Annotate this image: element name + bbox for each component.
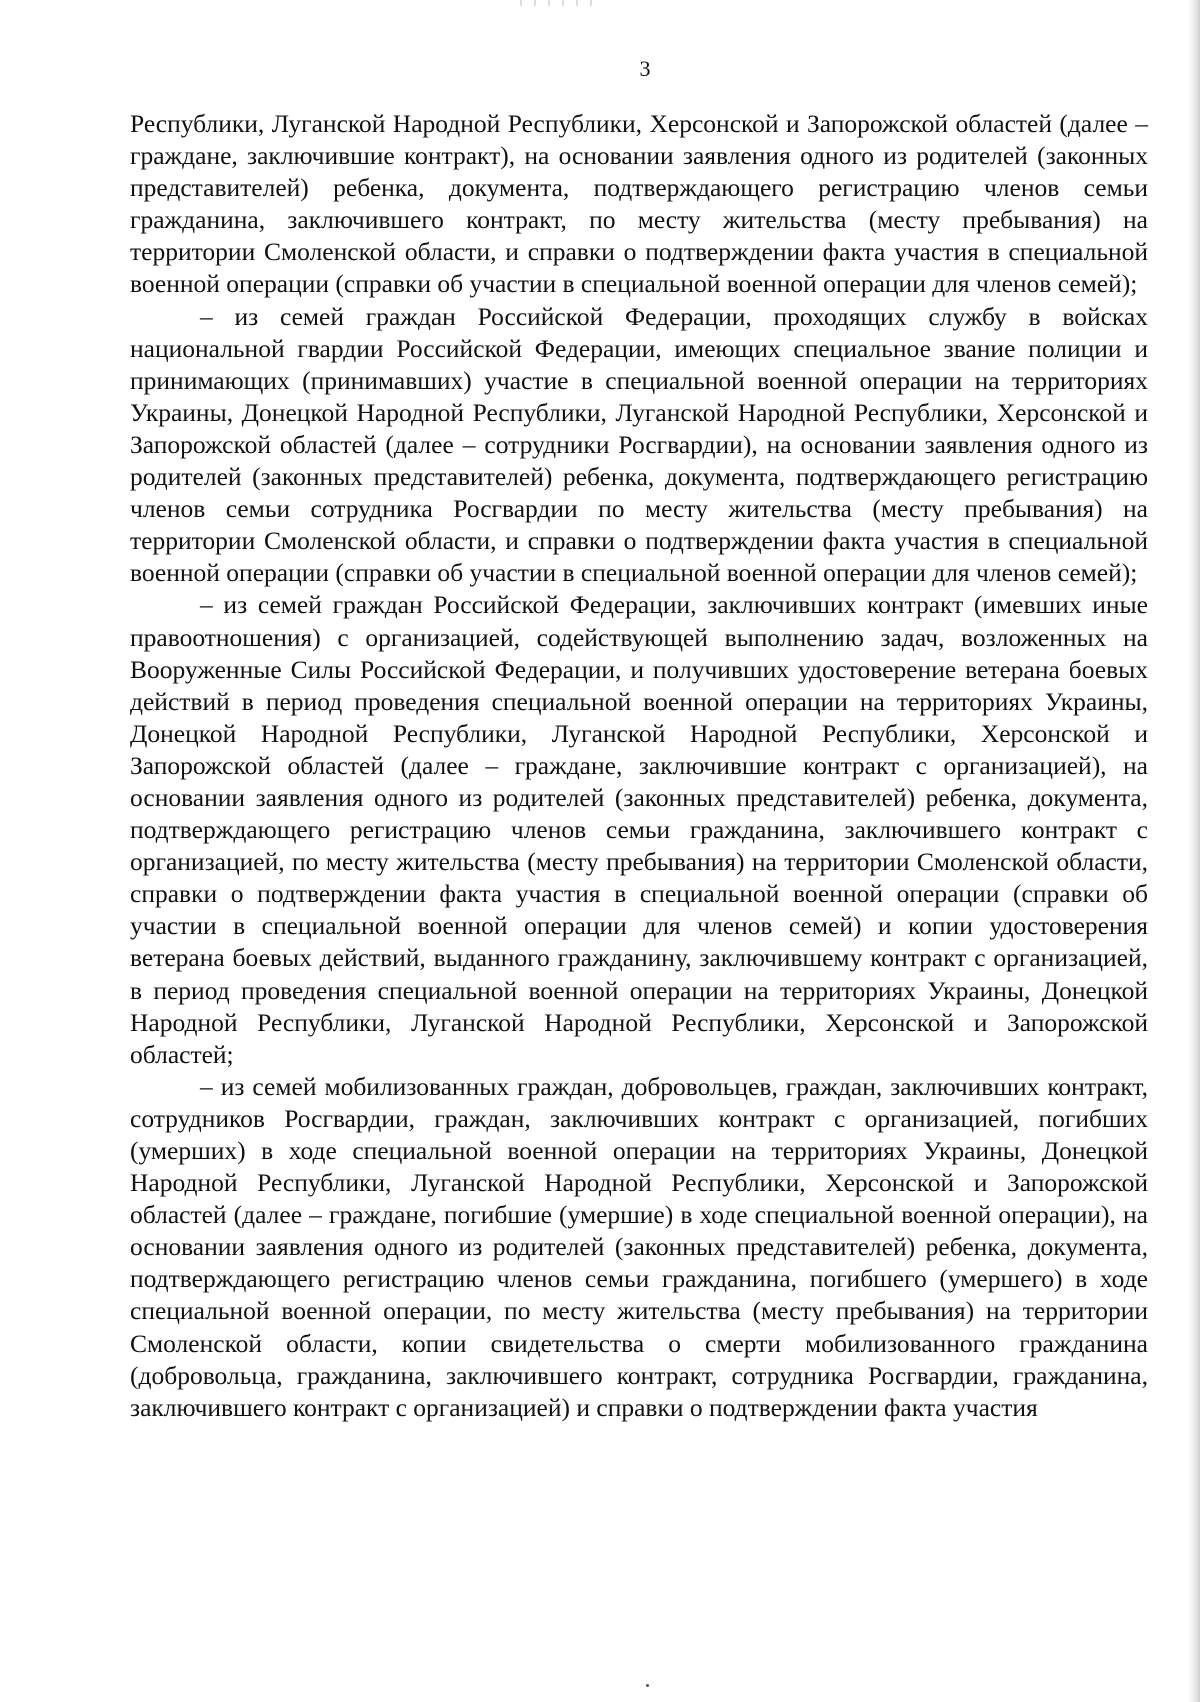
paragraph-continuation: Республики, Луганской Народной Республики, Херсонской и Запорожской областей (далее – граждане, заключившие контракт), на основании заявления одного из родителей (законных представителей) ребенка, документа, подтверждающего регистрацию членов семьи гражданина, заключившего контракт, по месту жительства (месту пребывания) на территории Смоленской области, и справки о подтверждении факта участия в специальной военной операции (справки об участии в специальной военной операции для членов семей); — [130, 109, 1148, 299]
page-number: 3 — [639, 56, 651, 81]
paragraph-deceased: – из семей мобилизованных граждан, добровольцев, граждан, заключивших контракт, сотрудников Росгвардии, граждан, заключивших контракт с организацией, погибших (умерших) в ходе специальной военной операции на территориях Украины, Донецкой Народной Республики, Луганской Народной Республики, Херсонской и Запорожской областей (далее – граждане, погибшие (умершие) в ходе специальной военной операции), на основании заявления одного из родителей (законных представителей) ребенка, документа, подтверждающего регистрацию членов семьи гражданина, погибшего (умершего) в ходе специальной военной операции, по месту жительства (месту пребывания) на территории Смоленской области, копии свидетельства о смерти мобилизованного гражданина (добровольца, гражданина, заключившего контракт, сотрудника Росгвардии, гражданина, заключившего контракт с организацией) и справки о подтверждении факта участия — [130, 1071, 1148, 1422]
paragraph-contract-organization: – из семей граждан Российской Федерации, заключивших контракт (имевших иные правоотношения) с организацией, содействующей выполнению задач, возложенных на Вооруженные Силы Российской Федерации, и получивших удостоверение ветерана боевых действий в период проведения специальной военной операции на территориях Украины, Донецкой Народной Республики, Луганской Народной Республики, Херсонской и Запорожской областей (далее – граждане, заключившие контракт с организацией), на основании заявления одного из родителей (законных представителей) ребенка, документа, подтверждающего регистрацию членов семьи гражданина, заключившего контракт с организацией, по месту жительства (месту пребывания) на территории Смоленской области, справки о подтверждении факта участия в специальной военной операции (справки об участии в специальной военной операции для членов семей) и копии удостоверения ветерана боевых действий, выданного гражданину, заключившему контракт с организацией, в период проведения специальной военной операции на территориях Украины, Донецкой Народной Республики, Луганской Народной Республики, Херсонской и Запорожской областей; — [130, 590, 1148, 1069]
paragraph-rosgvardia: – из семей граждан Российской Федерации, проходящих службу в войсках национальной гвардии Российской Федерации, имеющих специальное звание полиции и принимающих (принимавших) участие в специальной военной операции на территориях Украины, Донецкой Народной Республики, Луганской Народной Республики, Херсонской и Запорожской областей (далее – сотрудники Росгвардии), на основании заявления одного из родителей (законных представителей) ребенка, документа, подтверждающего регистрацию членов семьи сотрудника Росгвардии по месту жительства (месту пребывания) на территории Смоленской области, и справки о подтверждении факта участия в специальной военной операции (справки об участии в специальной военной операции для членов семей); — [130, 301, 1148, 588]
scan-artifact — [520, 0, 600, 6]
scan-artifact-dot — [646, 1684, 649, 1687]
document-body — [130, 108, 1148, 1424]
scan-edge — [1188, 0, 1200, 1702]
